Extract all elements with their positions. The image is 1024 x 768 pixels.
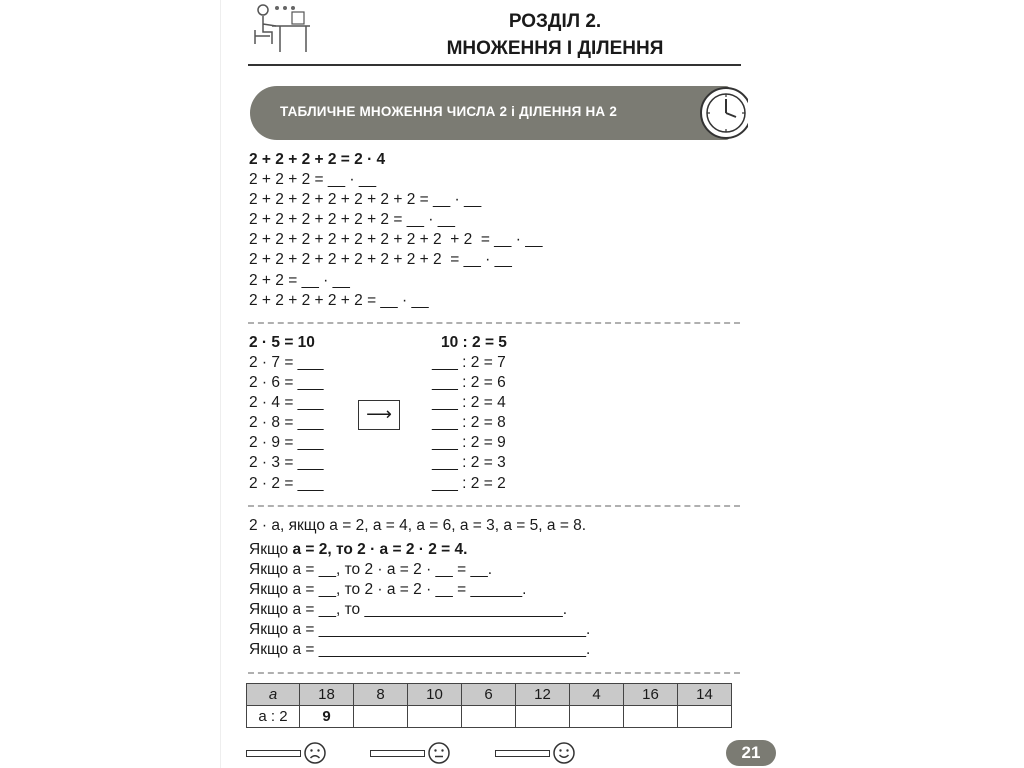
multiplication-item: 2 · 7 = ___ (249, 354, 324, 371)
expression-line: Якщо а = __, то 2 · а = 2 · __ = ______. (249, 581, 527, 598)
chapter-heading (390, 8, 720, 62)
multiplication-item: 2 · 8 = ___ (249, 414, 324, 431)
table-cell: 4 (570, 684, 624, 706)
section-divider (248, 505, 740, 507)
table-label-cell: а (247, 684, 300, 706)
table-label-cell: а : 2 (247, 706, 300, 728)
section1-line: 2 + 2 + 2 + 2 + 2 + 2 + 2 + 2 + 2 = __ · __ (249, 231, 543, 248)
happy-face-icon (552, 741, 576, 765)
topic-banner-title: ТАБЛИЧНЕ МНОЖЕННЯ ЧИСЛА 2 і ДІЛЕННЯ НА 2 (280, 104, 618, 119)
expression-line: Якщо а = __, то _______________________. (249, 601, 568, 618)
arrow-box (358, 400, 400, 430)
section1-line: 2 + 2 + 2 + 2 + 2 + 2 = __ · __ (249, 211, 455, 228)
table-row (247, 706, 732, 728)
table-cell: 8 (354, 684, 408, 706)
table-cell (354, 706, 408, 728)
division-item: ___ : 2 = 9 (432, 434, 506, 451)
student-at-desk-icon (250, 2, 315, 64)
table-cell: 12 (516, 684, 570, 706)
table-cell: 16 (624, 684, 678, 706)
table-cell (624, 706, 678, 728)
right-arrow-icon: ⟶ (366, 404, 392, 424)
expression-example (249, 540, 467, 560)
table-cell (516, 706, 570, 728)
sad-face-icon (303, 741, 327, 765)
expression-line: Якщо а = _______________________________. (249, 641, 591, 658)
division-item: ___ : 2 = 2 (432, 475, 506, 492)
table-row (247, 684, 732, 706)
neutral-face-icon (427, 741, 451, 765)
page-number: 21 (726, 740, 776, 766)
multiplication-item: 2 · 6 = ___ (249, 374, 324, 391)
division-item: ___ : 2 = 6 (432, 374, 506, 391)
table-cell (462, 706, 516, 728)
multiplication-item: 2 · 9 = ___ (249, 434, 324, 451)
table-cell: 6 (462, 684, 516, 706)
header-divider (248, 64, 741, 66)
chapter-number: РОЗДІЛ 2. (508, 11, 602, 32)
assessment-bar (495, 750, 550, 757)
expression-task: 2 · а, якщо а = 2, а = 4, а = 6, а = 3, а = 5, а = 8. (249, 517, 587, 534)
expression-line: Якщо а = __, то 2 · а = 2 · __ = __. (249, 561, 492, 578)
example-prefix: Якщо (249, 541, 293, 558)
table-cell (570, 706, 624, 728)
section-divider (248, 672, 740, 674)
assessment-bar (246, 750, 301, 757)
table-cell: 14 (678, 684, 732, 706)
expression-line: Якщо а = _______________________________. (249, 621, 591, 638)
table-cell (678, 706, 732, 728)
multiplication-item: 2 · 3 = ___ (249, 454, 324, 471)
chapter-title: МНОЖЕННЯ І ДІЛЕННЯ (446, 38, 664, 59)
multiplication-item: 2 · 2 = ___ (249, 475, 324, 492)
division-item: ___ : 2 = 3 (432, 454, 506, 471)
section1-line: 2 + 2 + 2 + 2 + 2 + 2 + 2 + 2 = __ · __ (249, 251, 512, 268)
division-example: 10 : 2 = 5 (441, 334, 507, 351)
section1-example: 2 + 2 + 2 + 2 = 2 · 4 (249, 151, 386, 168)
division-table (246, 683, 732, 728)
table-cell: 18 (300, 684, 354, 706)
section1-line: 2 + 2 + 2 = __ · __ (249, 171, 377, 188)
division-item: ___ : 2 = 8 (432, 414, 506, 431)
assessment-bar (370, 750, 425, 757)
division-item: ___ : 2 = 4 (432, 394, 506, 411)
multiplication-example: 2 · 5 = 10 (249, 334, 315, 351)
page-edge (220, 0, 221, 768)
section1-line: 2 + 2 + 2 + 2 + 2 + 2 + 2 = __ · __ (249, 191, 482, 208)
table-cell (408, 706, 462, 728)
division-item: ___ : 2 = 7 (432, 354, 506, 371)
section1-line: 2 + 2 = __ · __ (249, 272, 350, 289)
clock-icon (700, 82, 748, 144)
table-cell: 9 (300, 706, 354, 728)
multiplication-item: 2 · 4 = ___ (249, 394, 324, 411)
example-bold: а = 2, то 2 · а = 2 · 2 = 4. (292, 541, 468, 558)
section1-line: 2 + 2 + 2 + 2 + 2 = __ · __ (249, 292, 429, 309)
table-cell: 10 (408, 684, 462, 706)
section-divider (248, 322, 740, 324)
